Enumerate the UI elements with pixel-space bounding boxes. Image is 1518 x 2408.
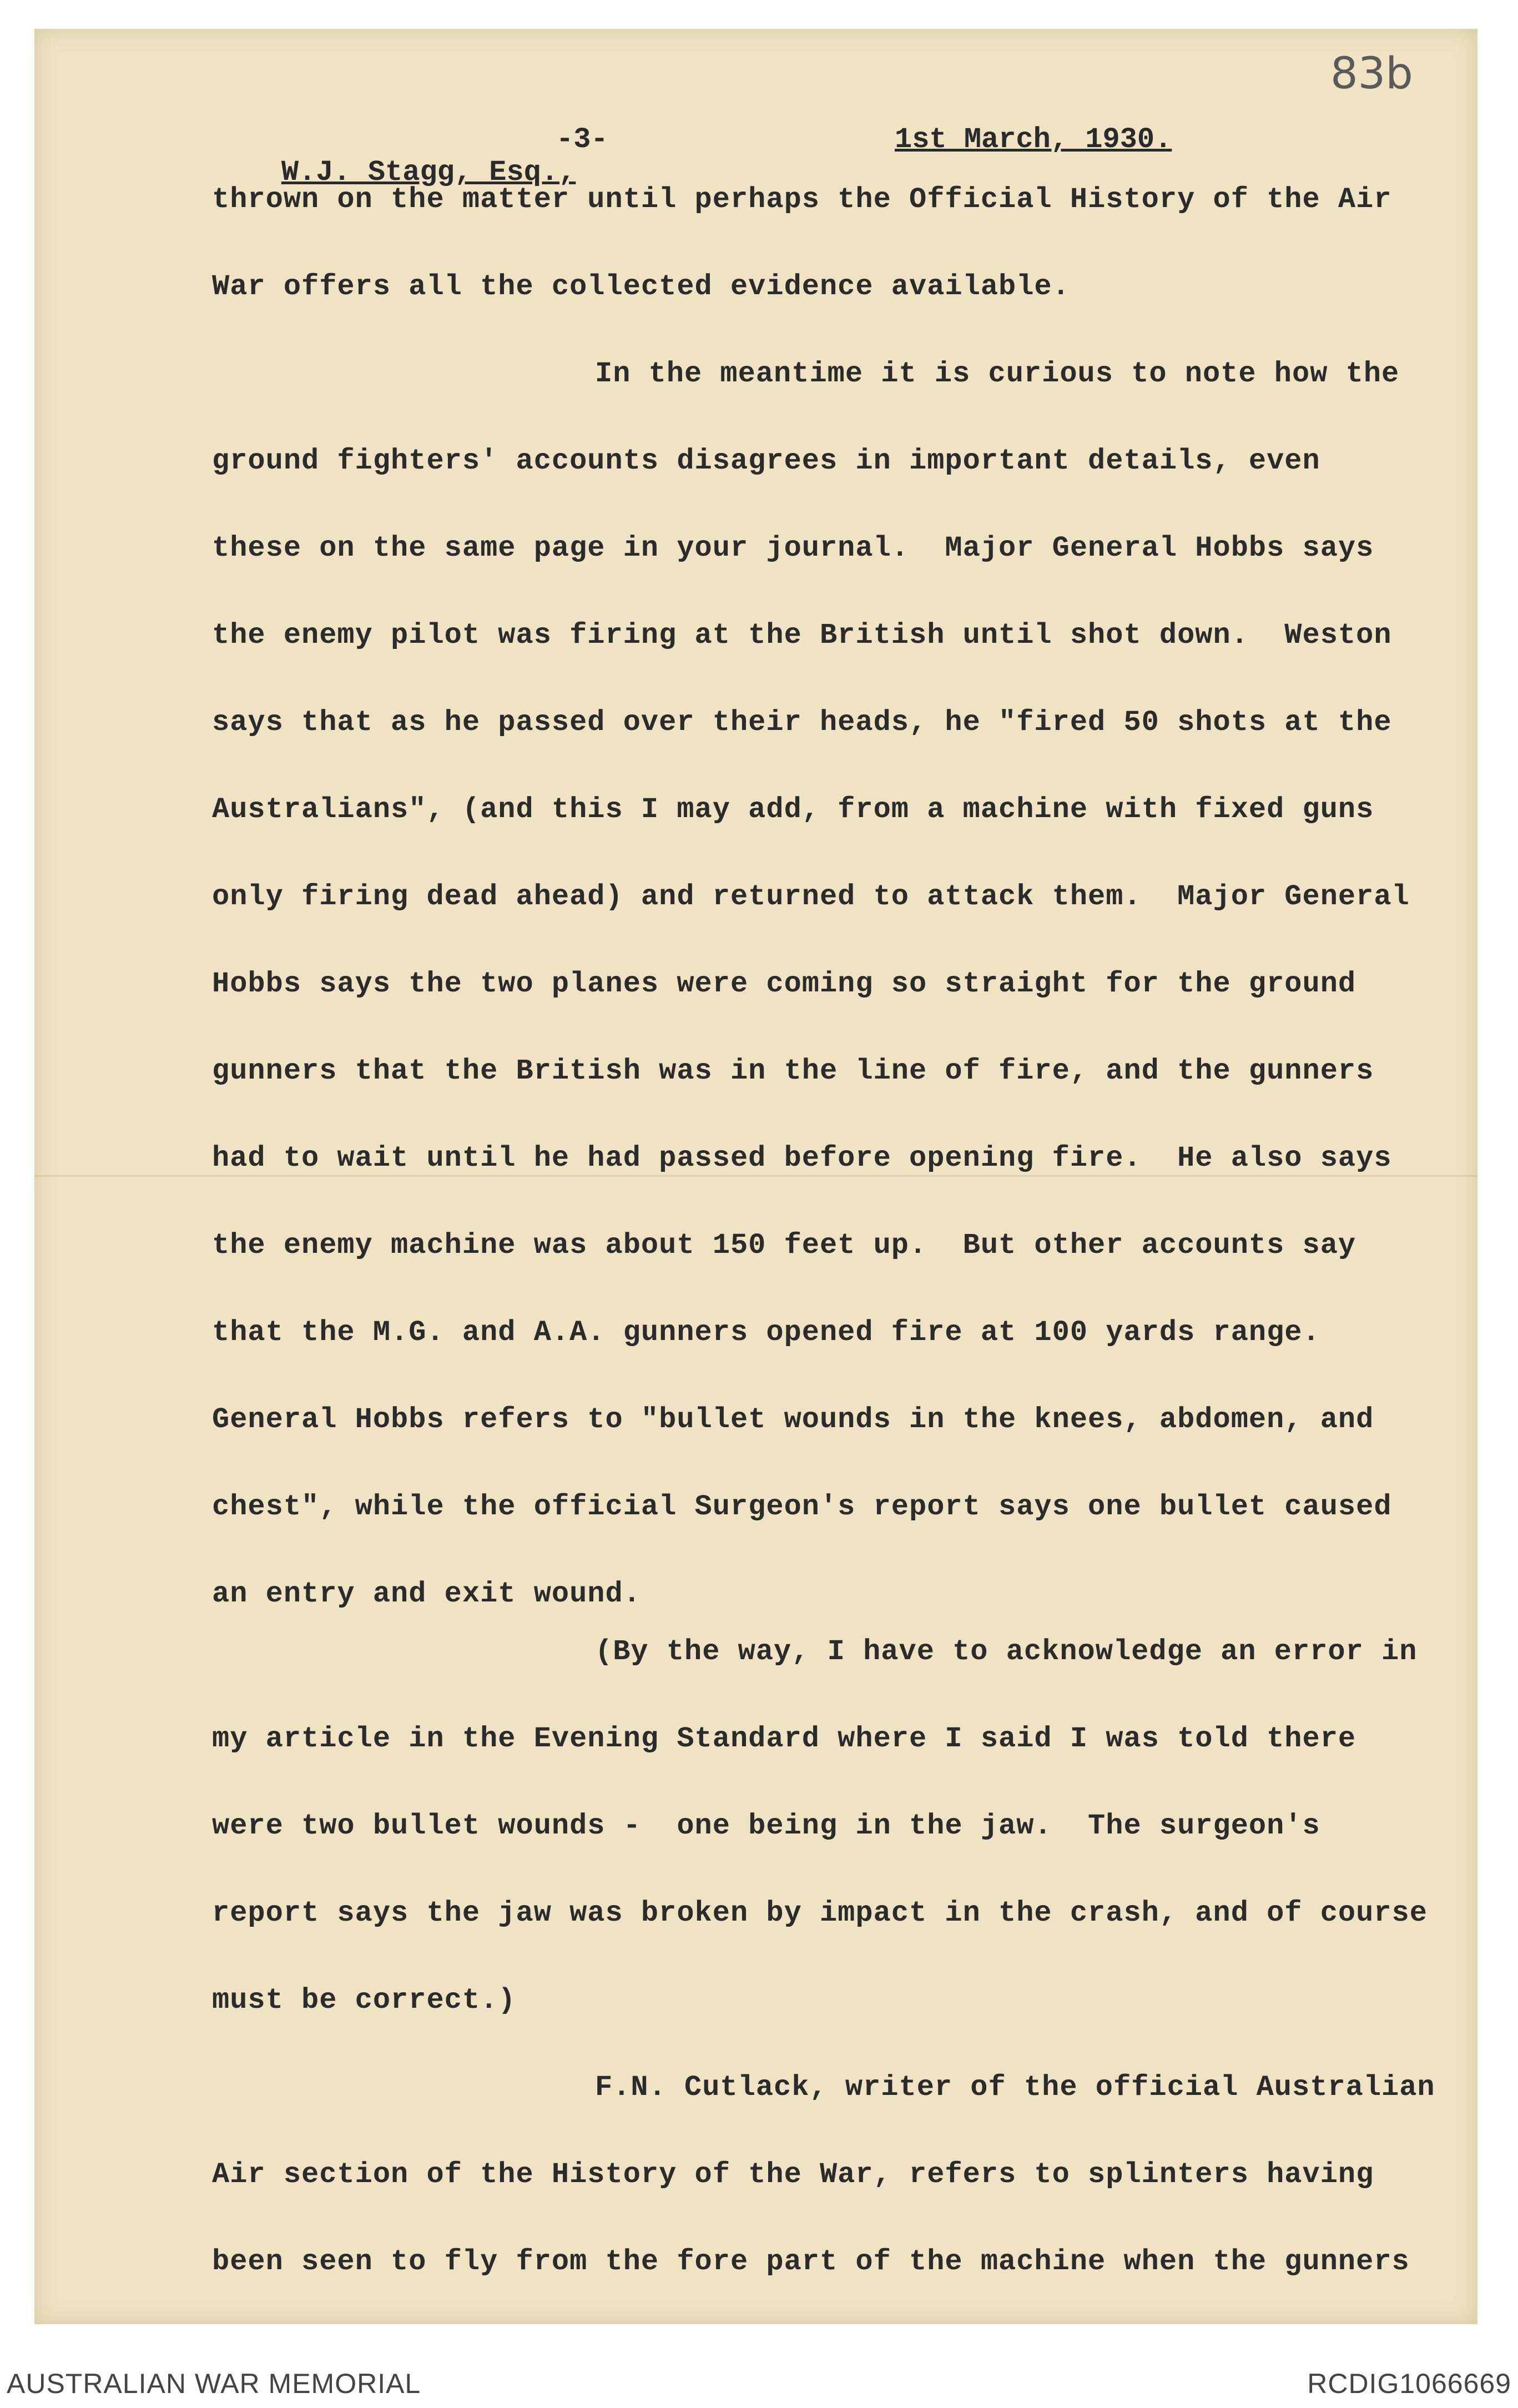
text-line: gunners that the British was in the line of fire, and the gunners (212, 1055, 1374, 1087)
text-line: that the M.G. and A.A. gunners opened fire at 100 yards range. (212, 1316, 1320, 1349)
text-line: F.N. Cutlack, writer of the official Australian (595, 2071, 1435, 2104)
text-line: Air section of the History of the War, refers to splinters having (212, 2158, 1374, 2191)
text-line: report says the jaw was broken by impact in the crash, and of course (212, 1897, 1428, 1930)
text-line: these on the same page in your journal. Major General Hobbs says (212, 532, 1374, 565)
text-line: been seen to fly from the fore part of the machine when the gunners (212, 2245, 1410, 2278)
text-line: (By the way, I have to acknowledge an error in (595, 1635, 1418, 1668)
text-line: ground fighters' accounts disagrees in important details, even (212, 445, 1320, 477)
text-line: War offers all the collected evidence available. (212, 270, 1070, 303)
text-line: had to wait until he had passed before opening fire. He also says (212, 1142, 1392, 1175)
document-page (34, 29, 1477, 2324)
text-line: my article in the Evening Standard where I said I was told there (212, 1722, 1356, 1755)
text-line: Australians", (and this I may add, from a machine with fixed guns (212, 793, 1374, 826)
text-line: were two bullet wounds - one being in the jaw. The surgeon's (212, 1810, 1320, 1842)
text-line: chest", while the official Surgeon's report says one bullet caused (212, 1490, 1392, 1523)
text-line: Hobbs says the two planes were coming so straight for the ground (212, 968, 1356, 1000)
text-line: the enemy machine was about 150 feet up. But other accounts say (212, 1229, 1356, 1262)
header-page-number: -3- (556, 123, 608, 156)
footer-record-id: RCDIG1066669 (1307, 2368, 1511, 2399)
text-line: In the meantime it is curious to note how the (595, 357, 1400, 390)
letter-body (212, 183, 1455, 2333)
text-line: only firing dead ahead) and returned to attack them. Major General (212, 880, 1410, 913)
footer-institution: AUSTRALIAN WAR MEMORIAL (7, 2368, 421, 2399)
header-addressee: W.J. Stagg, Esq., (281, 156, 576, 189)
header-date: 1st March, 1930. (895, 123, 1172, 156)
text-line: must be correct.) (212, 1984, 516, 2017)
page-mark: 83b (1330, 49, 1413, 99)
text-line: an entry and exit wound. (212, 1578, 641, 1610)
text-line: the enemy pilot was firing at the British until shot down. Weston (212, 619, 1392, 652)
text-line: General Hobbs refers to "bullet wounds in the knees, abdomen, and (212, 1403, 1374, 1436)
text-line: thrown on the matter until perhaps the Official History of the Air (212, 183, 1392, 216)
text-line: says that as he passed over their heads, he "fired 50 shots at the (212, 706, 1392, 739)
